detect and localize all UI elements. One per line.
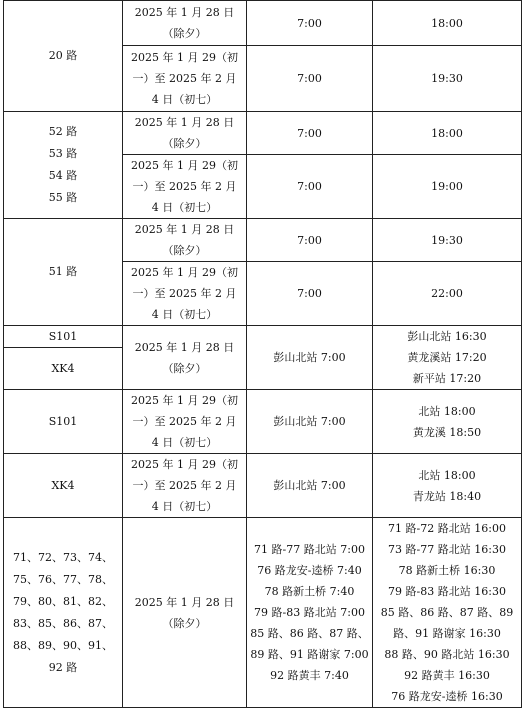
date-cell [123, 46, 247, 112]
first-bus-cell [247, 1, 373, 46]
last-bus-time: 彭山北站 16:30 [407, 330, 487, 343]
route-cell [4, 326, 123, 348]
first-bus-time: 71 路-77 路北站 7:00 [254, 543, 365, 556]
date-line: 4 日（初七） [151, 93, 218, 106]
table-row [4, 326, 522, 348]
date-cell [123, 454, 247, 518]
table-row [4, 112, 522, 155]
last-bus-time: 黄龙溪站 17:20 [407, 351, 487, 364]
date-line: 2025 年 1 月 28 日 [134, 595, 235, 609]
last-bus-time: 79 路-83 路北站 16:30 [388, 585, 506, 598]
last-bus-cell [373, 219, 522, 262]
route-cell [4, 112, 123, 219]
first-bus-time: 79 路-83 路北站 7:00 [254, 606, 365, 619]
table-row [4, 1, 522, 46]
first-bus-time: 彭山北站 7:00 [273, 415, 346, 428]
date-cell [123, 1, 247, 46]
bus-schedule-table [3, 0, 522, 708]
first-bus-cell [247, 326, 373, 390]
route-label: 88、89、90、91、 [13, 638, 113, 652]
route-cell [4, 518, 123, 708]
date-line: 4 日（初七） [151, 308, 218, 321]
last-bus-time: 黄龙溪 18:50 [412, 425, 482, 439]
last-bus-cell [373, 262, 522, 326]
last-bus-cell [373, 112, 522, 155]
last-bus-time: 76 路龙安-逵桥 16:30 [391, 690, 503, 703]
last-bus-cell [373, 1, 522, 46]
table-row [4, 219, 522, 262]
first-bus-cell [247, 262, 373, 326]
last-bus-time: 19:30 [431, 72, 463, 85]
date-line: 4 日（初七） [151, 436, 218, 449]
route-label: 51 路 [48, 265, 78, 278]
first-bus-time: 92 路黄丰 7:40 [270, 669, 349, 682]
last-bus-cell [373, 390, 522, 454]
route-cell [4, 390, 123, 454]
last-bus-time: 85 路、86 路、87 路、89 [380, 606, 514, 619]
date-line: 2025 年 1 月 28 日 [134, 6, 235, 19]
date-line: （除夕） [162, 616, 207, 630]
route-cell [4, 348, 123, 390]
date-line: 4 日（初七） [151, 201, 218, 214]
route-label: 20 路 [48, 49, 78, 62]
first-bus-cell [247, 155, 373, 219]
route-cell [4, 219, 123, 326]
date-cell [123, 390, 247, 454]
first-bus-time: 7:00 [297, 287, 322, 300]
last-bus-time: 92 路黄丰 16:30 [404, 669, 490, 682]
date-cell [123, 112, 247, 155]
first-bus-cell [247, 454, 373, 518]
date-line: 4 日（初七） [151, 500, 218, 513]
last-bus-cell [373, 454, 522, 518]
last-bus-time: 71 路-72 路北站 16:00 [388, 522, 506, 535]
date-line: 一）至 2025 年 2 月 [132, 479, 237, 492]
route-label: 54 路 [48, 169, 78, 182]
last-bus-time: 22:00 [431, 287, 463, 300]
date-line: 一）至 2025 年 2 月 [132, 72, 237, 85]
date-line: 2025 年 1 月 29（初 [131, 51, 238, 64]
last-bus-time: 北站 18:00 [418, 404, 476, 418]
first-bus-cell [247, 112, 373, 155]
route-label: XK4 [51, 479, 75, 492]
date-line: （除夕） [162, 137, 207, 150]
last-bus-time: 88 路、90 路北站 16:30 [384, 648, 510, 661]
first-bus-time: 彭山北站 7:00 [273, 479, 346, 492]
first-bus-time: 78 路新土桥 7:40 [264, 585, 355, 598]
date-line: 2025 年 1 月 29（初 [131, 458, 238, 471]
first-bus-time: 7:00 [297, 16, 322, 30]
last-bus-cell [373, 46, 522, 112]
last-bus-cell [373, 155, 522, 219]
route-label: 92 路 [48, 660, 78, 674]
first-bus-cell [247, 46, 373, 112]
first-bus-time: 7:00 [297, 72, 322, 85]
first-bus-cell [247, 390, 373, 454]
last-bus-time: 18:00 [431, 16, 463, 30]
date-line: 2025 年 1 月 29（初 [131, 159, 238, 172]
route-label: XK4 [51, 362, 75, 375]
last-bus-time: 青龙站 18:40 [412, 489, 482, 503]
route-cell [4, 1, 123, 112]
route-cell [4, 454, 123, 518]
route-label: 52 路 [48, 125, 78, 138]
date-cell [123, 518, 247, 708]
route-label: 75、76、77、78、 [13, 572, 113, 586]
last-bus-cell [373, 326, 522, 390]
last-bus-time: 北站 18:00 [418, 468, 476, 482]
table-row [4, 518, 522, 708]
date-cell [123, 326, 247, 390]
last-bus-time: 19:00 [431, 180, 463, 193]
last-bus-time: 路、91 路谢家 16:30 [393, 627, 501, 640]
date-line: 2025 年 1 月 29（初 [131, 266, 238, 279]
route-label: S101 [48, 330, 78, 343]
date-line: 一）至 2025 年 2 月 [132, 415, 237, 428]
last-bus-time: 新平站 17:20 [412, 372, 482, 385]
first-bus-time: 76 路龙安-逵桥 7:40 [257, 564, 362, 577]
date-line: 一）至 2025 年 2 月 [132, 287, 237, 300]
last-bus-time: 73 路-77 路北站 16:30 [388, 543, 506, 556]
route-label: 79、80、81、82、 [13, 594, 113, 608]
date-line: 2025 年 1 月 28 日 [134, 223, 235, 236]
last-bus-cell [373, 518, 522, 708]
first-bus-time: 7:00 [297, 126, 322, 140]
date-cell [123, 219, 247, 262]
date-line: （除夕） [162, 244, 207, 257]
last-bus-time: 19:30 [431, 233, 463, 247]
first-bus-time: 彭山北站 7:00 [273, 351, 346, 364]
first-bus-time: 89 路、91 路谢家 7:00 [250, 648, 369, 661]
first-bus-cell [247, 219, 373, 262]
date-line: 2025 年 1 月 28 日 [134, 340, 235, 354]
date-line: （除夕） [162, 361, 207, 375]
first-bus-time: 85 路、86 路、87 路、 [250, 627, 369, 640]
date-line: 2025 年 1 月 29（初 [131, 394, 238, 407]
date-cell [123, 262, 247, 326]
route-label: 83、85、86、87、 [13, 616, 113, 630]
last-bus-time: 78 路新土桥 16:30 [398, 564, 496, 577]
route-label: 53 路 [48, 147, 78, 160]
table-row [4, 390, 522, 454]
route-label: S101 [48, 415, 78, 428]
last-bus-time: 18:00 [431, 126, 463, 140]
date-cell [123, 155, 247, 219]
date-line: 一）至 2025 年 2 月 [132, 180, 237, 193]
date-line: （除夕） [162, 27, 207, 40]
route-label: 55 路 [48, 191, 78, 204]
first-bus-time: 7:00 [297, 233, 322, 247]
first-bus-cell [247, 518, 373, 708]
date-line: 2025 年 1 月 28 日 [134, 116, 235, 129]
first-bus-time: 7:00 [297, 180, 322, 193]
table-row [4, 454, 522, 518]
route-label: 71、72、73、74、 [13, 550, 113, 564]
